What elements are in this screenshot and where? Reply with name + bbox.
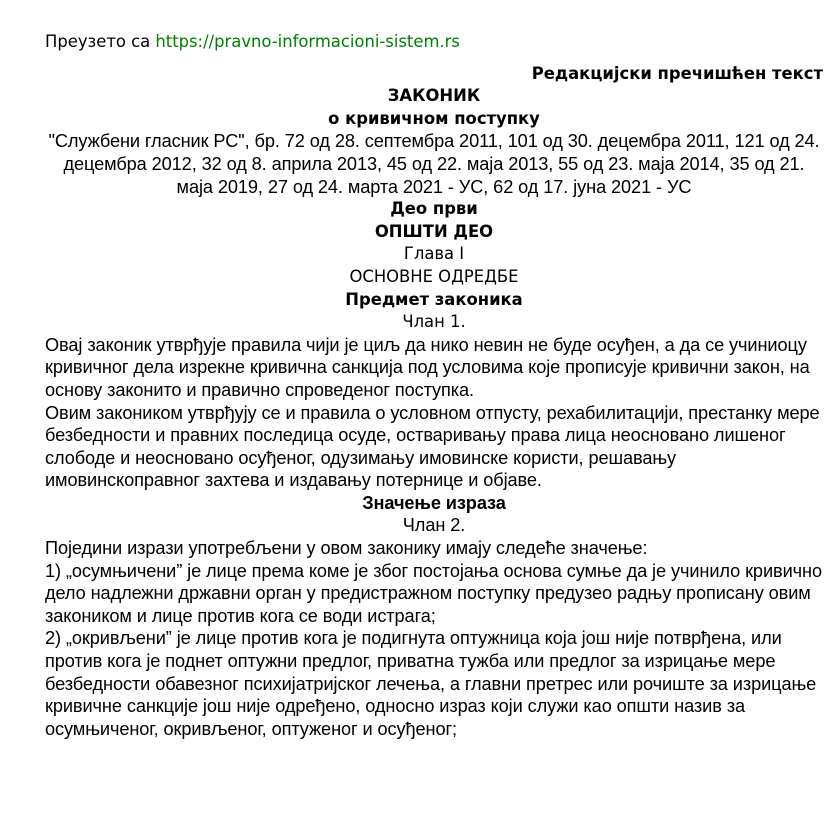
article-heading: Предмет законика [345,289,523,309]
law-subtitle: о кривичном поступку [328,108,540,128]
part-title: ОПШТИ ДЕО [374,221,494,241]
chapter-label: Глава I [403,244,465,264]
article-number: Члан 1. [402,312,466,332]
source-prefix: Преузето са [45,32,151,51]
gazette-reference: "Службени гласник РС", бр. 72 од 28. септембра 2011, 101 од 30. децембра 2011, 121 од 24. децембра 2012, 32 од 8. априла 2013, 45 од 22. маја 2013, 55 од 23. маја 2014, 35 од 21. маја 2019, 27 од 24. марта 2021 - УС, 62 од 17. јуна 2021 - УС [48,131,820,197]
edition-label: Редакцијски пречишћен текст [531,63,823,83]
article-number: Члан 2. [402,515,466,536]
article-paragraph: Поједини изрази употребљени у овом законику имају следеће значење: [45,538,648,559]
article-paragraph: Овај законик утврђује правила чији је циљ да нико невин не буде осуђен, а да се учиниоцу кривичног дела изрекне кривична санкција под условима које прописује кривични закон, на основу законито и правично спроведеног поступка. [45,334,810,400]
spacer [45,54,823,63]
article-paragraph: 1) „осумњичени” је лице према коме је због постојања основа сумње да је учинило кривично дело надлежни државни орган у предистражном поступку предузео радњу прописану овим закоником и лице против кога се води истрага; [45,560,822,626]
article-paragraph: 2) „окривљени” је лице против кога је подигнута оптужница која још није потврђена, или против кога је поднет оптужни предлог, приватна тужба или предлог за изрицање мере безбедности обавезног психијатријског лечења, а главни претрес или рочиште за изрицање кривичне санкције још није одређено, односно израз који служи као општи назив за осумњиченог, окривљеног, оптуженог и осуђеног; [45,628,817,739]
source-link[interactable]: https://pravno-informacioni-sistem.rs [155,32,460,51]
source-line [45,31,823,54]
chapter-title: ОСНОВНЕ ОДРЕДБЕ [349,266,519,286]
article-heading: Значење израза [362,492,506,513]
document-page [45,31,823,740]
part-label: Део први [390,199,478,219]
law-title: ЗАКОНИК [387,86,481,106]
article-paragraph: Овим закоником утврђују се и правила о условном отпусту, рехабилитацији, престанку мере безбедности и правних последица осуде, остваривању права лица неосновано лишеног слободе и неосновано осуђеног, одузимању имовинске користи, решавању имовинскоправног захтева и издавању потернице и објаве. [45,402,820,491]
